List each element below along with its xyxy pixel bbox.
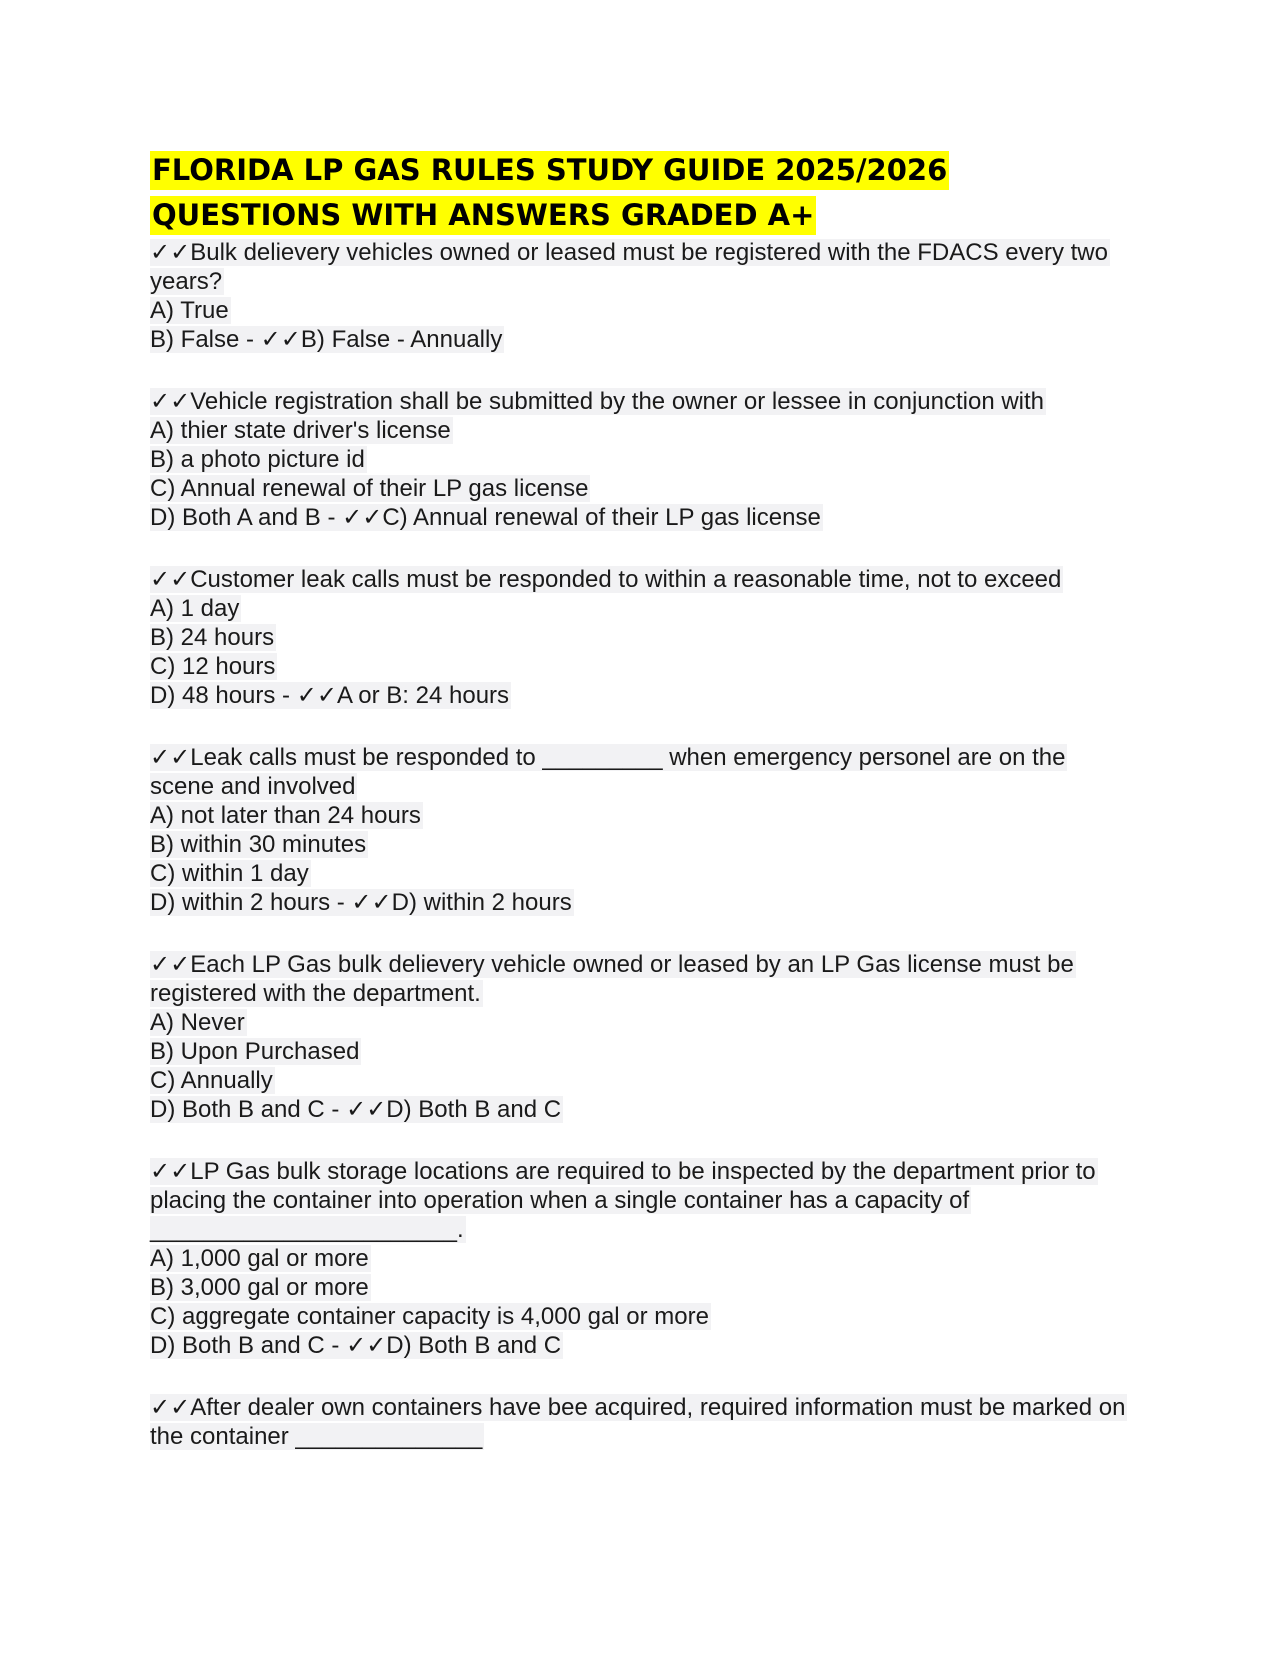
answer-option: A) not later than 24 hours xyxy=(150,802,421,829)
answer-option: C) 12 hours xyxy=(150,653,276,680)
answer-option: A) 1,000 gal or more xyxy=(150,1245,369,1272)
question-text: ✓✓Each LP Gas bulk delievery vehicle owned or leased by an LP Gas license must be registered with the department. xyxy=(150,951,1074,1007)
answer-option: B) 24 hours xyxy=(150,624,275,651)
title-line-1: FLORIDA LP GAS RULES STUDY GUIDE 2025/2026 xyxy=(150,151,949,190)
answer-option: B) 3,000 gal or more xyxy=(150,1274,369,1301)
answer-option: C) aggregate container capacity is 4,000 gal or more xyxy=(150,1303,709,1330)
answer-option-with-answer: D) Both B and C - ✓✓D) Both B and C xyxy=(150,1332,562,1359)
question-text: ✓✓Customer leak calls must be responded to within a reasonable time, not to exceed xyxy=(150,566,1062,593)
qa-item xyxy=(150,238,1130,354)
answer-option: C) Annually xyxy=(150,1067,273,1094)
qa-item xyxy=(150,565,1130,710)
answer-option: C) within 1 day xyxy=(150,860,309,887)
question-text: ✓✓Vehicle registration shall be submitted by the owner or lessee in conjunction with xyxy=(150,388,1045,415)
title-line-2: QUESTIONS WITH ANSWERS GRADED A+ xyxy=(150,196,816,235)
answer-option: A) True xyxy=(150,297,229,324)
qa-item xyxy=(150,1157,1130,1360)
qa-item xyxy=(150,743,1130,917)
qa-item xyxy=(150,950,1130,1124)
answer-option: B) within 30 minutes xyxy=(150,831,367,858)
document-title xyxy=(150,148,1130,238)
answer-option-with-answer: D) 48 hours - ✓✓A or B: 24 hours xyxy=(150,682,510,709)
question-text: ✓✓After dealer own containers have bee acquired, required information must be marked on the container ______________ xyxy=(150,1394,1126,1450)
answer-option-with-answer: D) Both B and C - ✓✓D) Both B and C xyxy=(150,1096,562,1123)
answer-option: A) Never xyxy=(150,1009,245,1036)
document-content xyxy=(150,148,1130,1484)
question-text: ✓✓Leak calls must be responded to _________ when emergency personel are on the scene and involved xyxy=(150,744,1066,800)
question-text: ✓✓Bulk delievery vehicles owned or leased must be registered with the FDACS every two years? xyxy=(150,239,1108,295)
answer-option: B) a photo picture id xyxy=(150,446,365,473)
answer-option: A) 1 day xyxy=(150,595,240,622)
answer-option-with-answer: D) within 2 hours - ✓✓D) within 2 hours xyxy=(150,889,572,916)
qa-item xyxy=(150,1393,1130,1451)
answer-option: C) Annual renewal of their LP gas license xyxy=(150,475,589,502)
answer-option-with-answer: D) Both A and B - ✓✓C) Annual renewal of their LP gas license xyxy=(150,504,821,531)
answer-option-with-answer: B) False - ✓✓B) False - Annually xyxy=(150,326,503,353)
answer-option: B) Upon Purchased xyxy=(150,1038,360,1065)
qa-item xyxy=(150,387,1130,532)
answer-option: A) thier state driver's license xyxy=(150,417,451,444)
question-text: ✓✓LP Gas bulk storage locations are required to be inspected by the department prior to placing the container into operation when a single container has a capacity of _______________________. xyxy=(150,1158,1096,1243)
